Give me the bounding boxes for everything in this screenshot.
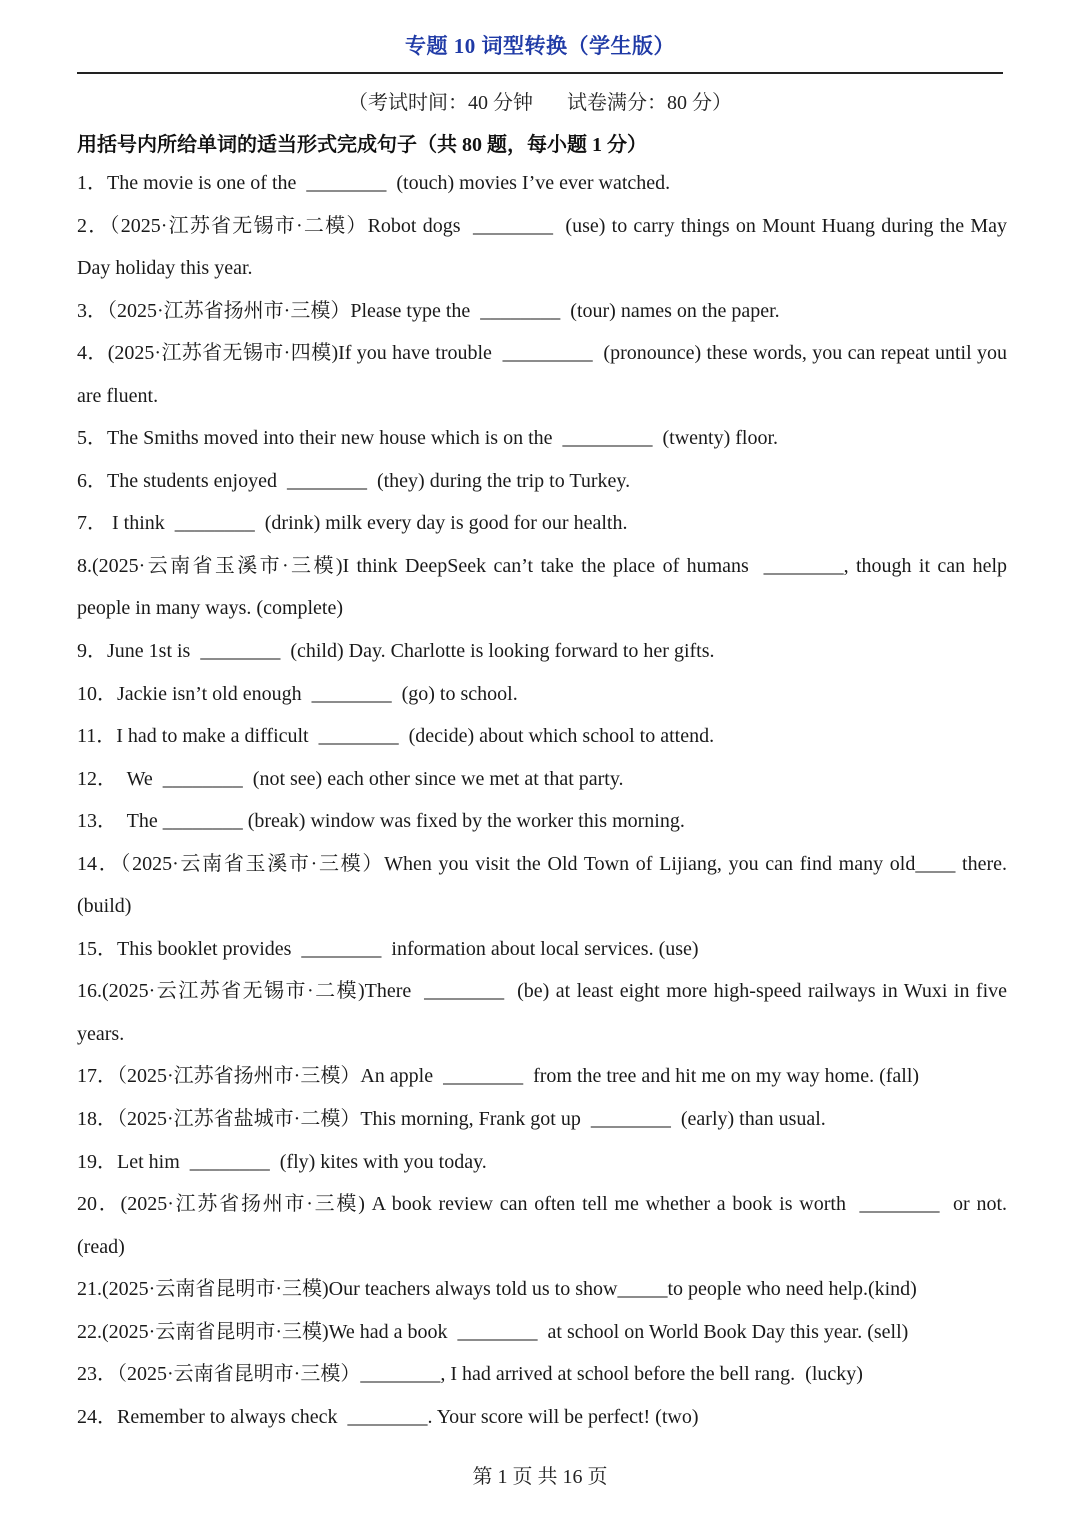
question-text: We ________ (not see) each other since we met at that party. — [117, 767, 624, 790]
question-text: (2025·云南省昆明市·三模)Our teachers always told us to show_____to people who need help.(kind) — [102, 1278, 917, 1301]
question-number: 23． — [77, 1363, 117, 1386]
question-number: 2． — [77, 214, 110, 237]
question-number: 20． — [77, 1193, 121, 1216]
question-item — [77, 460, 1007, 503]
question-text: (2025·云江苏省无锡市·二模)There ________ (be) at least eight more high-speed railways in Wuxi in five years. — [77, 980, 1012, 1045]
question-text: (2025·云南省玉溪市·三模)I think DeepSeek can’t take the place of humans ________, though it can help people in many ways. (complete) — [77, 554, 1012, 620]
question-number: 3． — [77, 299, 107, 322]
question-item — [77, 290, 1007, 333]
section-instruction: 用括号内所给单词的适当形式完成句子（共 80 题，每小题 1 分） — [77, 134, 647, 156]
question-item — [77, 928, 1007, 971]
question-number: 16. — [77, 980, 102, 1003]
question-item — [77, 1098, 1007, 1141]
question-item — [77, 1183, 1013, 1268]
question-text: Let him ________ (fly) kites with you today. — [117, 1150, 487, 1173]
question-text: （2025·云南省昆明市·三模）________, I had arrived at school before the bell rang. (lucky) — [117, 1363, 863, 1386]
exam-info — [0, 86, 1080, 115]
question-text: I had to make a difficult ________ (decide) about which school to attend. — [116, 725, 715, 748]
question-item — [77, 843, 1013, 928]
question-text: (2025·江苏省无锡市·四模)If you have trouble _________ (pronounce) these words, you can repeat until you are fluent. — [77, 342, 1013, 407]
question-number: 15． — [77, 937, 117, 960]
question-number: 8. — [77, 554, 92, 577]
question-text: （2025·云南省玉溪市·三模）When you visit the Old Town of Lijiang, you can find many old____ there. (build) — [77, 852, 1013, 918]
exam-time: （考试时间：40 分钟 — [348, 92, 533, 114]
question-number: 18． — [77, 1108, 117, 1131]
question-number: 21. — [77, 1278, 102, 1301]
question-text: (2025·云南省昆明市·三模)We had a book ________ at school on World Book Day this year. (sell) — [102, 1320, 909, 1343]
question-number: 17． — [77, 1065, 117, 1088]
question-item — [77, 1055, 1007, 1098]
question-item — [77, 1396, 1007, 1439]
full-score: 试卷满分：80 分） — [567, 92, 732, 114]
page-title: 专题 10 词型转换（学生版） — [405, 34, 675, 58]
question-text: （2025·江苏省扬州市·三模）Please type the ________ (tour) names on the paper. — [107, 299, 780, 322]
question-text: The ________ (break) window was fixed by the worker this morning. — [117, 810, 685, 833]
question-number: 7． — [77, 512, 107, 535]
page-footer: 第 1 页 共 16 页 — [472, 1466, 608, 1488]
question-item — [77, 1353, 1007, 1396]
question-number: 22. — [77, 1320, 102, 1343]
question-text: I think ________ (drink) milk every day is good for our health. — [107, 512, 628, 535]
question-text: The Smiths moved into their new house which is on the _________ (twenty) floor. — [107, 427, 779, 450]
question-item — [77, 205, 1012, 290]
question-number: 1． — [77, 172, 107, 194]
question-text: The movie is one of the ________ (touch) movies I’ve ever watched. — [107, 172, 671, 194]
question-number: 13． — [77, 810, 117, 833]
question-number: 24． — [77, 1405, 117, 1428]
question-item — [77, 1311, 1007, 1354]
question-item — [77, 630, 1007, 673]
question-item — [77, 502, 1007, 545]
question-item — [77, 970, 1012, 1055]
question-number: 5． — [77, 427, 107, 450]
question-item — [77, 417, 1007, 460]
question-number: 10． — [77, 682, 117, 705]
question-text: （2025·江苏省无锡市·二模）Robot dogs ________ (use) to carry things on Mount Huang during the May Day holiday this year. — [77, 214, 1012, 280]
question-number: 9． — [77, 640, 107, 663]
question-number: 4． — [77, 342, 108, 365]
question-item — [77, 673, 1007, 716]
question-text: （2025·江苏省扬州市·三模）An apple ________ from the tree and hit me on my way home. (fall) — [117, 1065, 920, 1088]
question-item — [77, 162, 1007, 205]
question-item — [77, 715, 1007, 758]
question-number: 11． — [77, 725, 117, 748]
question-item — [77, 1141, 1007, 1184]
question-text: The students enjoyed ________ (they) during the trip to Turkey. — [107, 469, 631, 492]
question-item — [77, 1268, 1007, 1311]
question-text: This booklet provides ________ information about local services. (use) — [117, 937, 699, 960]
question-number: 6． — [77, 469, 107, 492]
question-text: （2025·江苏省盐城市·二模）This morning, Frank got up ________ (early) than usual. — [117, 1108, 826, 1131]
header-divider — [77, 72, 1003, 74]
question-item — [77, 758, 1007, 801]
question-text: June 1st is ________ (child) Day. Charlotte is looking forward to her gifts. — [107, 640, 715, 663]
question-item — [77, 332, 1013, 417]
question-item — [77, 545, 1012, 630]
question-number: 19． — [77, 1150, 117, 1173]
question-number: 12． — [77, 767, 117, 790]
question-list — [77, 162, 1013, 1438]
question-item — [77, 800, 1007, 843]
question-text: Jackie isn’t old enough ________ (go) to school. — [117, 682, 518, 705]
question-text: Remember to always check ________. Your score will be perfect! (two) — [117, 1405, 699, 1428]
question-text: (2025·江苏省扬州市·三模) A book review can often tell me whether a book is worth ________ or not. (read) — [77, 1193, 1013, 1258]
question-number: 14． — [77, 852, 121, 875]
